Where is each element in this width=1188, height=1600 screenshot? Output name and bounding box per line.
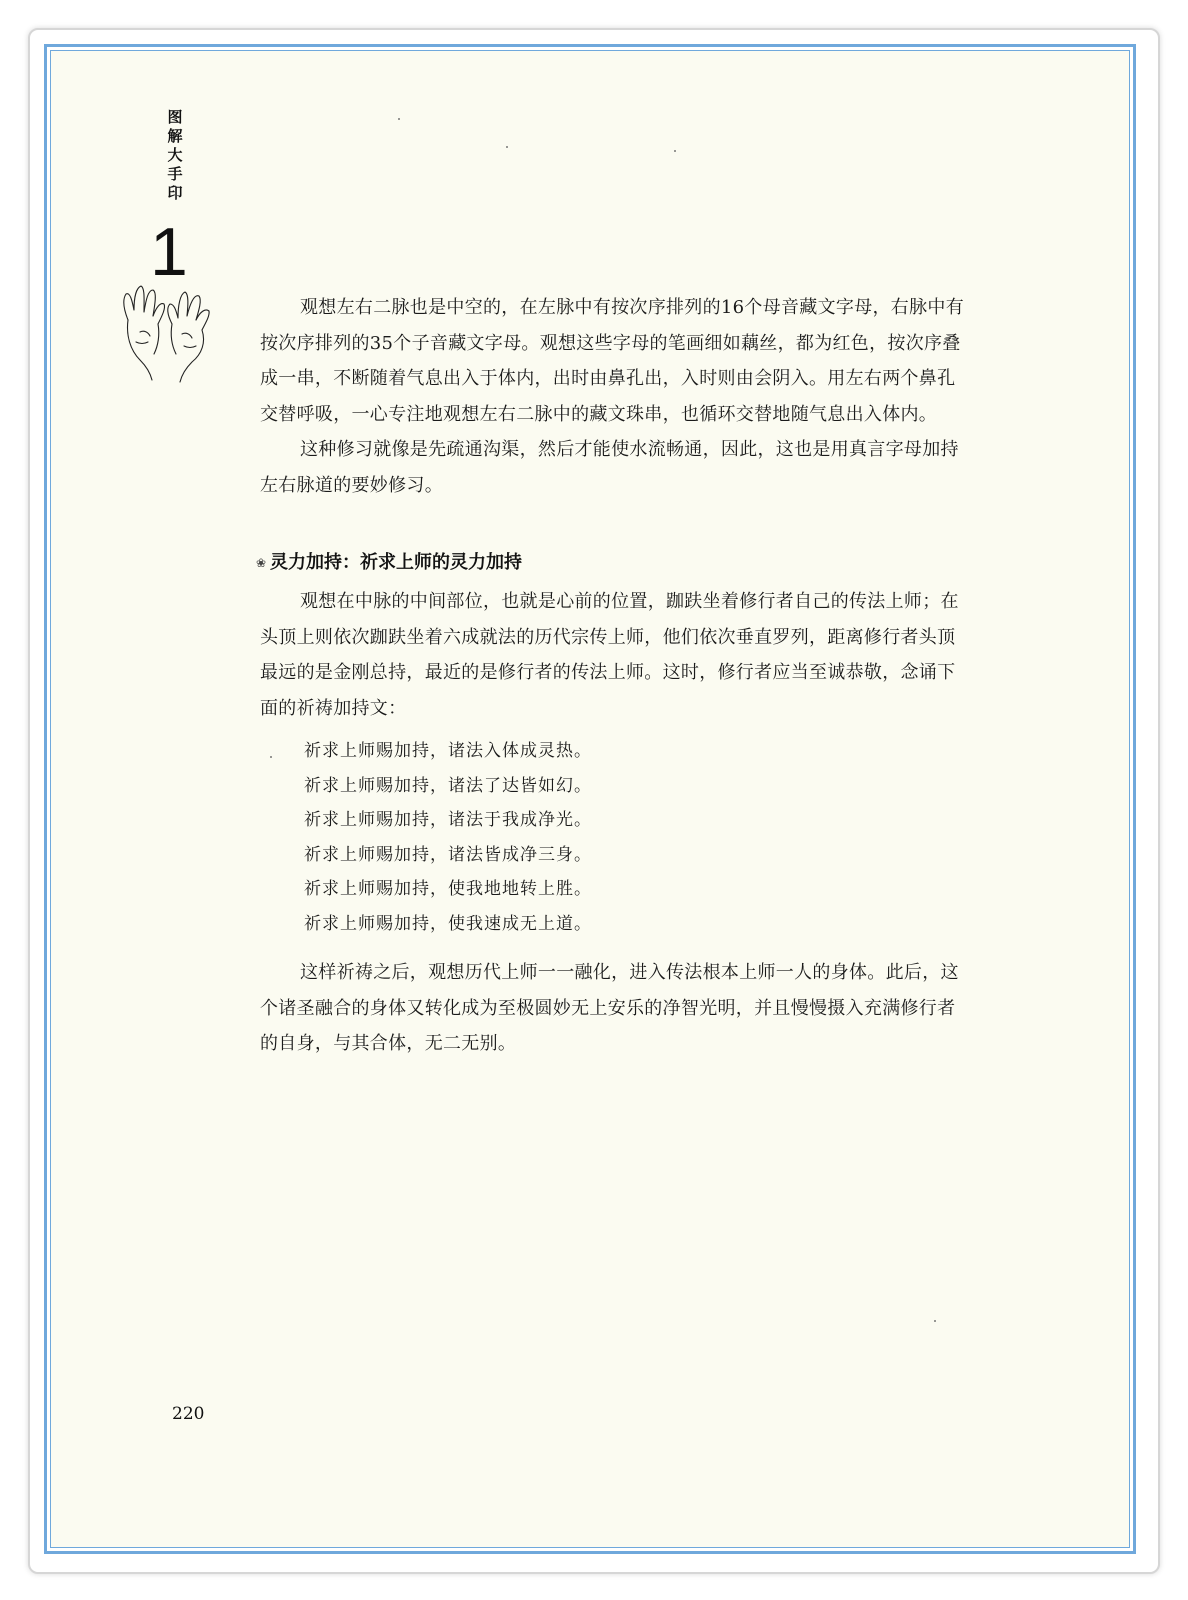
- prayer-verses: [304, 734, 592, 942]
- print-speck: [934, 1320, 936, 1322]
- intro-paragraph-2: 这种修习就像是先疏通沟渠，然后才能使水流畅通，因此，这也是用真言字母加持左右脉道的要妙修习。: [260, 439, 959, 496]
- section-text-block: [260, 584, 972, 726]
- print-speck: [506, 146, 508, 148]
- verse-line: 祈求上师赐加持，诸法入体成灵热。: [304, 741, 592, 761]
- intro-paragraph-1: 观想左右二脉也是中空的，在左脉中有按次序排列的16个母音藏文字母，右脉中有按次序排列的35个子音藏文字母。观想这些字母的笔画细如藕丝，都为红色，按次序叠成一串，不断随着气息出入于体内，出时由鼻孔出，入时则由会阴入。用左右两个鼻孔交替呼吸，一心专注地观想左右二脉中的藏文珠串，也循环交替地随气息出入体内。: [260, 297, 965, 425]
- verse-line: 祈求上师赐加持，诸法皆成净三身。: [304, 844, 592, 865]
- running-book-title: 图解大手印: [167, 108, 183, 202]
- print-speck: [398, 118, 400, 120]
- closing-text-block: [260, 955, 972, 1062]
- verse-line: 祈求上师赐加持，使我地地转上胜。: [304, 879, 592, 900]
- section-heading-text: 灵力加持：祈求上师的灵力加持: [270, 552, 522, 573]
- verse-line: 祈求上师赐加持，使我速成无上道。: [304, 913, 592, 934]
- closing-paragraph: 这样祈祷之后，观想历代上师一一融化，进入传法根本上师一人的身体。此后，这个诸圣融合的身体又转化成为至极圆妙无上安乐的净智光明，并且慢慢摄入充满修行者的自身，与其合体，无二无别。: [260, 962, 959, 1054]
- page-number: 220: [172, 1404, 205, 1424]
- verse-line: 祈求上师赐加持，诸法了达皆如幻。: [304, 775, 592, 796]
- print-speck: [270, 756, 272, 758]
- print-speck: [674, 150, 676, 152]
- section-heading: [256, 548, 522, 578]
- intro-text-block: [260, 290, 972, 503]
- praying-hands-illustration: [110, 280, 220, 385]
- section-paragraph: 观想在中脉的中间部位，也就是心前的位置，跏趺坐着修行者自己的传法上师；在头顶上则依次跏趺坐着六成就法的历代宗传上师，他们依次垂直罗列，距离修行者头顶最远的是金刚总持，最近的是修行者的传法上师。这时，修行者应当至诚恭敬，念诵下面的祈祷加持文：: [260, 591, 959, 719]
- chapter-number: 1: [150, 214, 188, 290]
- ornament-icon: ❀: [256, 556, 267, 570]
- verse-line: 祈求上师赐加持，诸法于我成净光。: [304, 810, 592, 831]
